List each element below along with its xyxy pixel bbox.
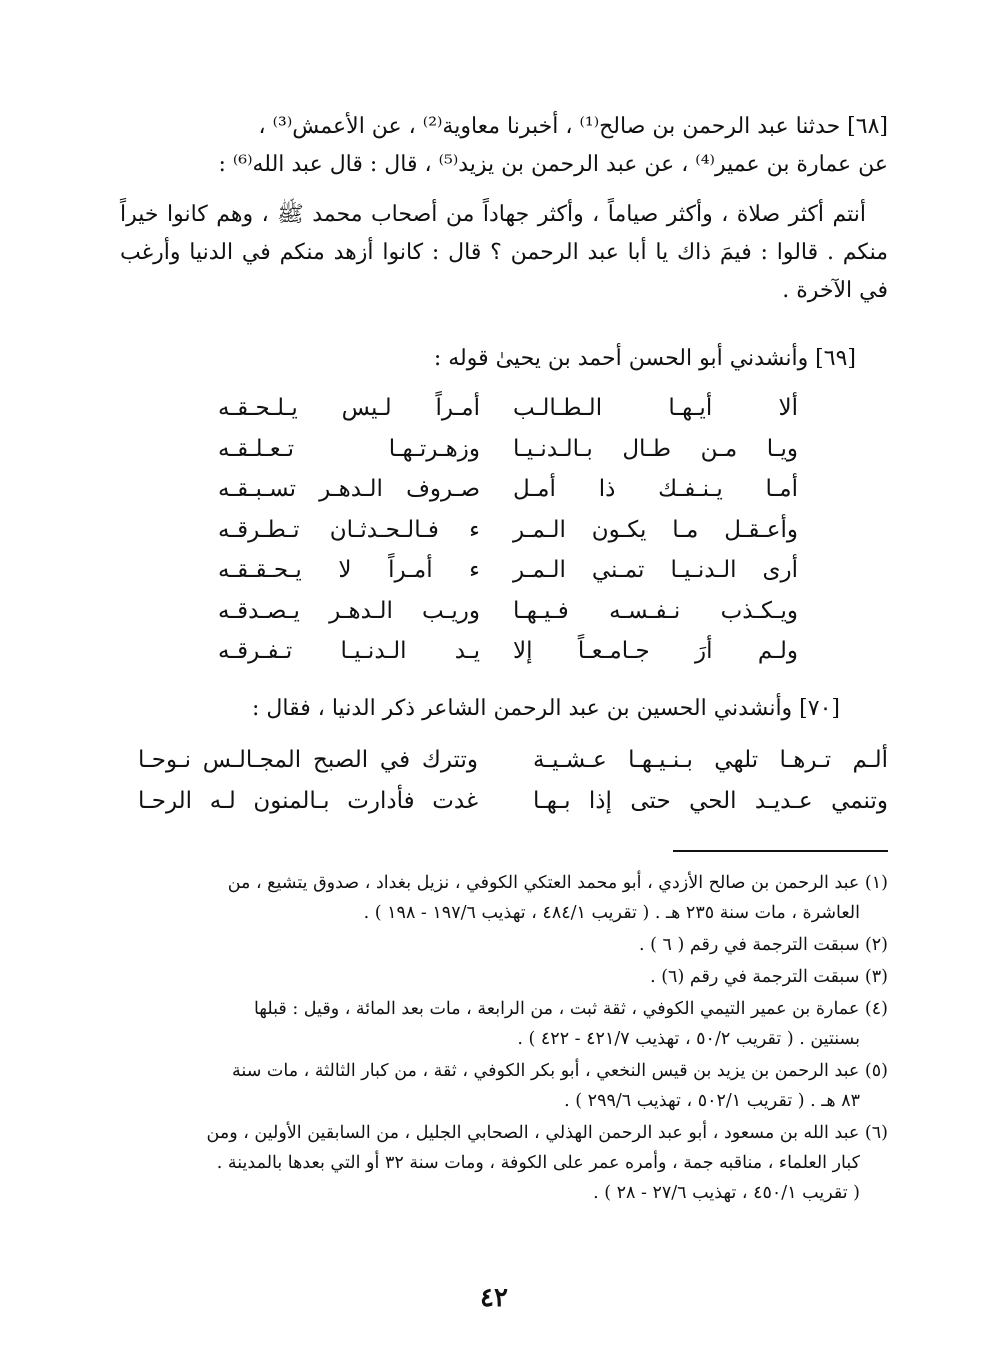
- verse-first-hemistich: ولـم أرَ جـامـعـاً إلا: [513, 638, 798, 664]
- isnad-line-1: [٦٨] حدثنا عبد الرحمن بن صالح⁽¹⁾ ، أخبرنا معاوية⁽²⁾ ، عن الأعمش⁽³⁾ ،: [258, 114, 888, 139]
- footnote-line: ( تقريب ٤٥٠/١ ، تهذيب ٢٧/٦ - ٢٨ ) .: [593, 1183, 860, 1203]
- footnotes: [135, 868, 888, 1210]
- footnote-item: [135, 1118, 888, 1208]
- footnote-divider: [673, 850, 888, 852]
- verse-row: [218, 429, 798, 470]
- verse-second-hemistich: وريـب الـدهـر يـصـدقـه: [218, 597, 480, 624]
- matn-text: أنتم أكثر صلاة ، وأكثر صياماً ، وأكثر جهاداً من أصحاب محمد ﷺ ، وهم كانوا خيراً منكم . قالوا : فيمَ ذاك يا أبا عبد الرحمن ؟ قال : كانوا أزهد منكم في الدنيا وأرغب في الآخرة .: [120, 202, 888, 303]
- verse-row: [218, 469, 798, 510]
- verse-second-hemistich: ء فـالـحـدثـان تـطـرقـه: [218, 516, 480, 543]
- footnote-item: [135, 930, 888, 960]
- verse-first-hemistich: ألا أيـهـا الـطـالـب: [513, 395, 798, 421]
- verse-second-hemistich: ء أمـراً لا يـحـقـقـه: [218, 557, 480, 583]
- footnote-line: (٤) عمارة بن عمير التيمي الكوفي ، ثقة ثبت ، من الرابعة ، مات بعد المائة ، وقيل : قبلها: [253, 999, 888, 1019]
- verse-first-hemistich: أمـا يـنـفـك ذا أمـل: [513, 476, 798, 502]
- verse-row: [218, 591, 798, 632]
- footnote-line: كبار العلماء ، مناقبه جمة ، وأمره عمر على الكوفة ، ومات سنة ٣٢ أو التي بعدها بالمدينة .: [216, 1153, 860, 1173]
- footnote-item: [135, 962, 888, 992]
- hadith-68-matn: [120, 196, 888, 310]
- footnote-line: (٣) سبقت الترجمة في رقم (٦) .: [650, 967, 888, 987]
- verse-first-hemistich: ويـكـذب نـفـسـه فـيـهـا: [513, 597, 798, 624]
- footnote-line: (١) عبد الرحمن بن صالح الأزدي ، أبو محمد العتكي الكوفي ، نزيل بغداد ، صدوق يتشيع ، من: [227, 873, 888, 893]
- footnote-item: [135, 868, 888, 928]
- poem-70-intro-text: [٧٠] وأنشدني الحسين بن عبد الرحمن الشاعر ذكر الدنيا ، فقال :: [252, 696, 840, 721]
- poem-70-intro: [120, 690, 840, 728]
- verse-second-hemistich: وزهـرتـهـا تـعـلـقـه: [218, 435, 480, 462]
- page-number: ٤٢: [480, 1283, 508, 1313]
- hadith-68-isnad: [120, 108, 888, 184]
- footnote-line: (٦) عبد الله بن مسعود ، أبو عبد الرحمن الهذلي ، الصحابي الجليل ، من السابقين الأولين ، ومن: [206, 1123, 888, 1143]
- poem-69-intro: [120, 340, 888, 378]
- footnote-item: [135, 1056, 888, 1116]
- verse-row: [218, 510, 798, 551]
- footnote-line: (٢) سبقت الترجمة في رقم ( ٦ ) .: [638, 935, 888, 955]
- verse-first-hemistich: ألـم تـرهـا تلهي بـنـيـهـا عـشـيـة: [533, 747, 888, 773]
- verse-second-hemistich: يـد الـدنـيـا تـفـرقـه: [218, 638, 480, 664]
- footnote-line: العاشرة ، مات سنة ٢٣٥ هـ . ( تقريب ٤٨٤/١ ، تهذيب ١٩٧/٦ - ١٩٨ ) .: [363, 903, 860, 923]
- verse-row: [138, 740, 888, 781]
- footnote-item: [135, 994, 888, 1054]
- footnote-line: (٥) عبد الرحمن بن يزيد بن قيس النخعي ، أبو بكر الكوفي ، ثقة ، من كبار الثالثة ، مات سنة: [232, 1061, 888, 1081]
- verse-first-hemistich: أرى الـدنـيـا تمـني الـمـر: [513, 557, 798, 583]
- verse-row: [218, 550, 798, 591]
- verse-second-hemistich: صـروف الـدهـر تسـبـقـه: [218, 476, 480, 502]
- verse-second-hemistich: غدت فأدارت بـالمنون لـه الرحـا: [138, 787, 478, 814]
- verse-second-hemistich: أمـراً لـيس يـلـحـقـه: [218, 395, 480, 421]
- verse-first-hemistich: ويـا مـن طـال بـالـدنـيـا: [513, 435, 798, 462]
- verse-row: [138, 781, 888, 822]
- verse-row: [218, 388, 798, 429]
- poem-70: [138, 740, 888, 821]
- verse-row: [218, 631, 798, 672]
- poem-69: [218, 388, 798, 672]
- footnote-line: بسنتين . ( تقريب ٥٠/٢ ، تهذيب ٤٢١/٧ - ٤٢٢ ) .: [517, 1029, 860, 1049]
- verse-first-hemistich: وأعـقـل مـا يكـون الـمـر: [513, 516, 798, 543]
- verse-first-hemistich: وتنمي عـديـد الحي حتى إذا بـهـا: [533, 787, 888, 814]
- verse-second-hemistich: وتترك في الصبح المجـالـس نـوحـا: [138, 747, 478, 773]
- isnad-line-2: عن عمارة بن عمير⁽⁴⁾ ، عن عبد الرحمن بن يزيد⁽⁵⁾ ، قال : قال عبد الله⁽⁶⁾ :: [218, 152, 888, 177]
- footnote-line: ٨٣ هـ . ( تقريب ٥٠٢/١ ، تهذيب ٢٩٩/٦ ) .: [564, 1091, 860, 1111]
- poem-69-intro-text: [٦٩] وأنشدني أبو الحسن أحمد بن يحيىٰ قوله :: [433, 346, 856, 371]
